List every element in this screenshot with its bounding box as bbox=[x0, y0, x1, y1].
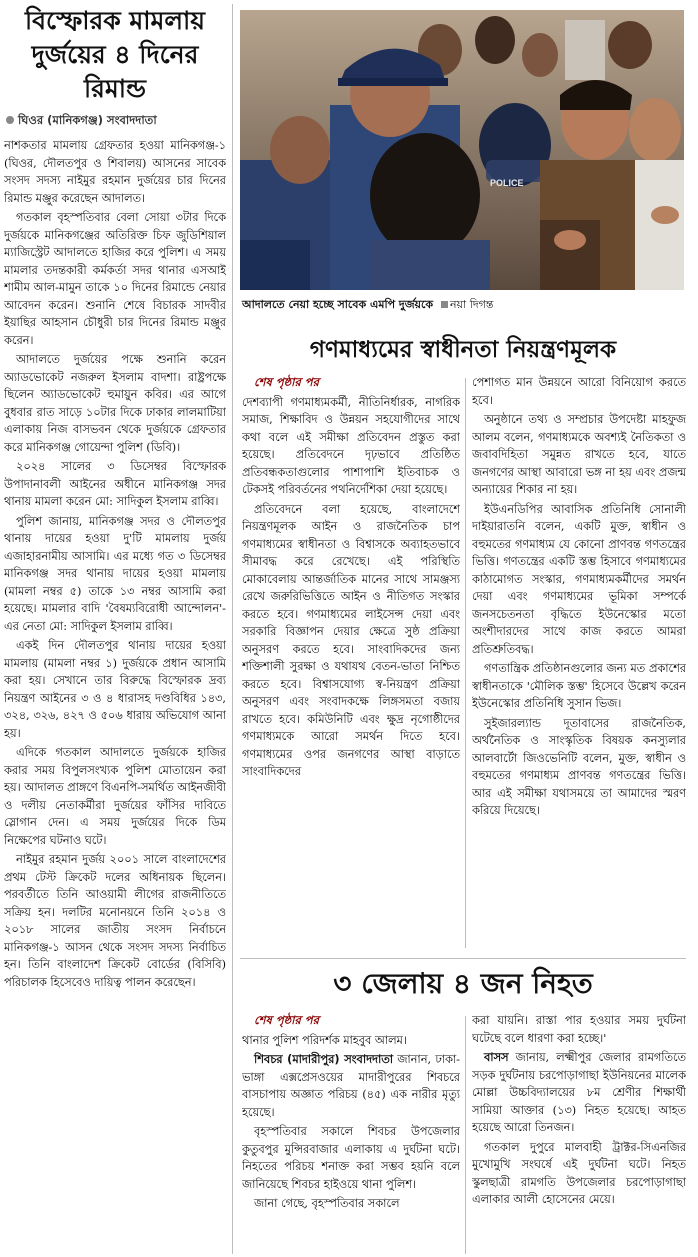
column-divider bbox=[465, 1016, 466, 1254]
paragraph: থানার পুলিশ পরিদর্শক মাহবুব আলম। bbox=[242, 1033, 407, 1047]
paragraph: করা যায়নি। রাস্তা পার হওয়ার সময় দুর্ঘটনা ঘটেছে বলে ধারণা করা হচ্ছে।' bbox=[472, 1014, 686, 1045]
byline-bullet-icon bbox=[6, 116, 14, 124]
credit-square-icon bbox=[441, 301, 448, 308]
paragraph: অনুষ্ঠানে তথ্য ও সম্প্রচার উপদেষ্টা মাহফুজ আলম বলেন, গণমাধ্যমকে অবশ্যই নৈতিকতা ও জবাবদিহিতা সমুন্নত রাখতে হবে, যাতে জনগণের আস্থা আবারো ভঙ্গ না হয় এবং প্রজন্ম অন্যায়ের শিকার না হয়। bbox=[472, 413, 686, 496]
crowd-photo-illustration bbox=[240, 10, 684, 290]
story-dujoy-remand bbox=[4, 4, 226, 1254]
photo-credit: নয়া দিগন্ত bbox=[449, 298, 494, 311]
news-photo bbox=[240, 10, 684, 290]
byline: ঘিওর (মানিকগঞ্জ) সংবাদদাতা bbox=[6, 112, 226, 131]
paragraph: আদালতে দুর্জয়ের পক্ষে শুনানি করেন অ্যাডভোকেট নজরুল ইসলাম বাদশা। রাষ্ট্রপক্ষে ছিলেন অ্যাডভোকেট হুমায়ুন কবির। এর আগে বুধবার রাত সাড়ে ১০টার দিকে ঢাকার লালমাটিয়া এলাকায় নিজ বাসভবন থেকে দুর্জয়কে গ্রেফতার করে মানিকগঞ্জ গোয়েন্দা পুলিশ (ডিবি)। bbox=[4, 353, 226, 454]
dateline: বাসস bbox=[484, 1051, 509, 1064]
paragraph: এদিকে গতকাল আদালতে দুর্জয়কে হাজির করার সময় বিপুলসংখ্যক পুলিশ মোতায়েন করা হয়। আদালত প্রাঙ্গণে বিএনপি-সমর্থিত আইনজীবী ও দলীয় নেতাকর্মীরা দুর্জয়ের ফাঁসির দাবিতে স্লোগান দেন। এ সময় দুর্জয়ের দিকে ডিম নিক্ষেপের ঘটনাও ঘটে। bbox=[4, 746, 226, 847]
paragraph: নাশকতার মামলায় গ্রেফতার হওয়া মানিকগঞ্জ-১ (ঘিওর, দৌলতপুর ও শিবালয়) আসনের সাবেক সংসদ সদস্য নাইমুর রহমান দুর্জয়ের চার দিনের রিমান্ড মঞ্জুর করেছেন আদালত। bbox=[4, 139, 226, 205]
headline-press-freedom: গণমাধ্যমের স্বাধীনতা নিয়ন্ত্রণমূলক bbox=[309, 337, 617, 363]
paragraph: সুইজারল্যান্ড দূতাবাসের রাজনৈতিক, অর্থনৈতিক ও সাংস্কৃতিক বিষয়ক কনস্যুলার আলবার্টো জিওভেনিটি বলেন, মুক্ত, স্বাধীন ও বহুমতের গণমাধ্যম প্রাণবন্ত গণতন্ত্রের ভিত্তি। আর এই সমীক্ষা যথাসময়ে তা আমাদের স্মরণ করিয়ে দিয়েছে। bbox=[472, 716, 686, 817]
paragraph: নাইমুর রহমান দুর্জয় ২০০১ সালে বাংলাদেশের প্রথম টেস্ট ক্রিকেট দলের অধিনায়ক ছিলেন। পরবর্তীতে তিনি আওয়ামী লীগের রাজনীতিতে সক্রিয় হন। দলটির মনোনয়নে তিনি ২০১৪ ও ২০১৮ সালের জাতীয় সংসদ নির্বাচনে মানিকগঞ্জ-১ আসন থেকে সংসদ সদস্য নির্বাচিত হন। তিনি বাংলাদেশ ক্রিকেট বোর্ডের (বিসিবি) পরিচালক হিসেবেও দায়িত্ব পালন করেছেন। bbox=[4, 853, 226, 989]
paragraph: বাসস জানায়, লক্ষ্মীপুর জেলার রামগতিতে সড়ক দুর্ঘটনায় চরপোড়াগাছা ইউনিয়নের মালেক মোল্লা উচ্চবিদ্যালয়ের ৮ম শ্রেণীর শিক্ষার্থী সামিয়া আক্তার (১৩) নিহত হয়েছে। আহত হয়েছে আরো তিনজন। bbox=[472, 1051, 686, 1134]
kicker: শেষ পৃষ্ঠার পর bbox=[254, 375, 319, 389]
headline-road-deaths: ৩ জেলায় ৪ জন নিহত bbox=[333, 967, 593, 1000]
paragraph: প্রতিবেদনে বলা হয়েছে, বাংলাদেশে নিয়ন্ত্রণমূলক আইন ও রাজনৈতিক চাপ গণমাধ্যমের স্বাধীনতা ও বিশ্বাসকে অব্যাহতভাবে সীমাবদ্ধ করে রেখেছে। এই পরিস্থিতি মোকাবেলায় আন্তর্জাতিক মানের সাথে সামঞ্জস্য রেখে জরুরিভিত্তিতে আইন ও নীতিগত সংস্কার করতে হবে। গণমাধ্যমের লাইসেন্স দেয়া এবং সরকারি বিজ্ঞাপন দেয়ার ক্ষেত্রে সুষ্ঠ প্রক্রিয়া অনুসরণ করতে হবে। সাংবাদিকদের জন্য শক্তিশালী সুরক্ষা ও যথাযথ বেতন-ভাতা নিশ্চিত করতে হবে। বিশ্বাসযোগ্য স্ব-নিয়ন্ত্রণ প্রক্রিয়া অনুসরণ এবং সংবাদকক্ষে লিঙ্গসমতা বজায় রাখতে হবে। কমিউনিটি এবং ক্ষুদ্র নৃগোষ্ঠীদের গণমাধ্যমকে আরো সমর্থন দিতে হবে। গণমাধ্যমের ওপর জনগণের আস্থা বাড়াতে সাংবাদিকদের bbox=[242, 502, 460, 778]
paragraph: গতকাল বৃহস্পতিবার বেলা সোয়া ৩টার দিকে দুর্জয়কে মানিকগঞ্জের অতিরিক্ত চিফ জুডিশিয়াল ম্যাজিস্ট্রেট আদালতে হাজির করে পুলিশ। এ সময় মামলার তদন্তকারী কর্মকর্তা সদর থানার এসআই শামীম আল-মামুন তাকে ১০ দিনের রিমান্ডে নেয়ার আবেদন করেন। শুনানি শেষে বিচারক সাদবীর ইয়াছির আহসান চৌধুরী চার দিনের রিমান্ড মঞ্জুর করেন। bbox=[4, 211, 226, 347]
section-divider bbox=[240, 958, 686, 959]
story1-body bbox=[4, 137, 226, 991]
helmet-label: POLICE bbox=[490, 178, 524, 188]
paragraph: দেশব্যাপী গণমাধ্যমকর্মী, নীতিনির্ধারক, নাগরিক সমাজ, শিক্ষাবিদ ও উন্নয়ন সহযোগীদের সাথে কথা বলে এই সমীক্ষা প্রতিবেদন প্রস্তুত করা হয়েছে। প্রতিবেদনে দৃঢ়ভাবে প্রতিষ্ঠিত প্রতিবন্ধকতাগুলোর পাশাপাশি ইতিবাচক ও টেকসই পরিবর্তনের পথনির্দেশিকা দেয়া হয়েছে। bbox=[242, 395, 460, 496]
column-divider bbox=[232, 4, 233, 1254]
story3-column-1 bbox=[242, 1012, 460, 1256]
photo-caption: আদালতে নেয়া হচ্ছে সাবেক এমপি দুর্জয়কে নয়া দিগন্ত bbox=[242, 298, 494, 311]
dateline: শিবচর (মাদারীপুর) সংবাদদাতা bbox=[254, 1053, 393, 1066]
paragraph: একই দিন দৌলতপুর থানায় দায়ের হওয়া মামলায় (মামলা নম্বর ১) দুর্জয়কে প্রধান আসামি করা হয়। সেখানে তার বিরুদ্ধে বিস্ফোরক দ্রব্য নিয়ন্ত্রণ আইনের ৩ ও ৪ ধারাসহ দণ্ডবিধির ১৪৩, ৩২৪, ৩২৬, ৪২৭ ও ৫০৬ ধারায় অভিযোগ আনা হয়। bbox=[4, 639, 226, 740]
paragraph: গণতান্ত্রিক প্রতিষ্ঠানগুলোর জন্য মত প্রকাশের স্বাধীনতাকে 'মৌলিক স্তম্ভ' হিসেবে উল্লেখ করেন ইউনেস্কোর প্রতিনিধি সুসান ভিজ। bbox=[472, 662, 686, 710]
kicker: শেষ পৃষ্ঠার পর bbox=[254, 1013, 319, 1027]
paragraph: পেশাগত মান উন্নয়নে আরো বিনিয়োগ করতে হবে। bbox=[472, 376, 686, 407]
story3-column-2 bbox=[472, 1012, 686, 1256]
paragraph: জানা গেছে, বৃহস্পতিবার সকালে bbox=[254, 1197, 400, 1210]
paragraph: ইউএনডিপির আবাসিক প্রতিনিধি সোনালী দাইয়ারাতনি বলেন, একটি মুক্ত, স্বাধীন ও বহুমতের গণমাধ্যম যে কোনো প্রাণবন্ত গণতন্ত্রের ভিত্তি। গণতন্ত্রের একটি স্তম্ভ হিসাবে গণমাধ্যমের কাঠামোগত সংস্কার, গণমাধ্যমকর্মীদের সমর্থন দেয়া এবং গণমাধ্যমের ভূমিকা সম্পর্কে জনসচেতনতা বৃদ্ধিতে ইউনেস্কোর মতো অংশীদারদের সাথে কাজ করতে আমরা প্রতিশ্রুতিবদ্ধ। bbox=[472, 502, 686, 656]
headline-remand: বিস্ফোরক মামলায় দুর্জয়ের ৪ দিনের রিমান্ড bbox=[24, 6, 206, 103]
paragraph: ২০২৪ সালের ৩ ডিসেম্বর বিস্ফোরক উপাদানাবলী আইনের অধীনে মানিকগঞ্জ সদর থানায় মামলা করেন মো: সাদিকুল ইসলাম রাব্বি। bbox=[4, 460, 226, 508]
paragraph: পুলিশ জানায়, মানিকগঞ্জ সদর ও দৌলতপুর থানায় দায়ের হওয়া দু'টি মামলায় দুর্জয় এজাহারনামীয় আসামি। এর মধ্যে গত ৩ ডিসেম্বর মানিকগঞ্জ সদর থানায় দায়ের হওয়া মামলায় (মামলা নম্বর ৫) তাকে ১৩ নম্বর আসামি করা হয়েছে। মামলার বাদি 'বৈষম্যবিরোধী আন্দোলন'-এর নেতা মো: সাদিকুল ইসলাম রাব্বি। bbox=[4, 514, 226, 633]
story2-column-2 bbox=[472, 374, 686, 952]
paragraph: গতকাল দুপুরে মালবাহী ট্রাক্টর-সিএনজির মুখোমুখি সংঘর্ষে এই দুর্ঘটনা ঘটে। নিহত স্কুলছাত্রী রামগতি উপজেলার চরপোড়াগাছা এলাকার আলী হোসেনের মেয়ে। bbox=[472, 1140, 686, 1206]
column-divider bbox=[465, 378, 466, 948]
story2-column-1 bbox=[242, 374, 460, 952]
paragraph: শিবচর (মাদারীপুর) সংবাদদাতা জানান, ঢাকা-ভাঙ্গা এক্সপ্রেসওয়ের মাদারীপুরের শিবচরে বাসচাপায় অজ্ঞাত পরিচয় (৪৫) এক নারীর মৃত্যু হয়েছে। bbox=[242, 1053, 460, 1119]
paragraph: বৃহস্পতিবার সকালে শিবচর উপজেলার কুতুবপুর মুন্সিরবাজার এলাকায় এ দুর্ঘটনা ঘটে। নিহতের পরিচয় শনাক্ত করা সম্ভব হয়নি বলে জানিয়েছে শিবচর হাইওয়ে থানা পুলিশ। bbox=[242, 1125, 460, 1191]
